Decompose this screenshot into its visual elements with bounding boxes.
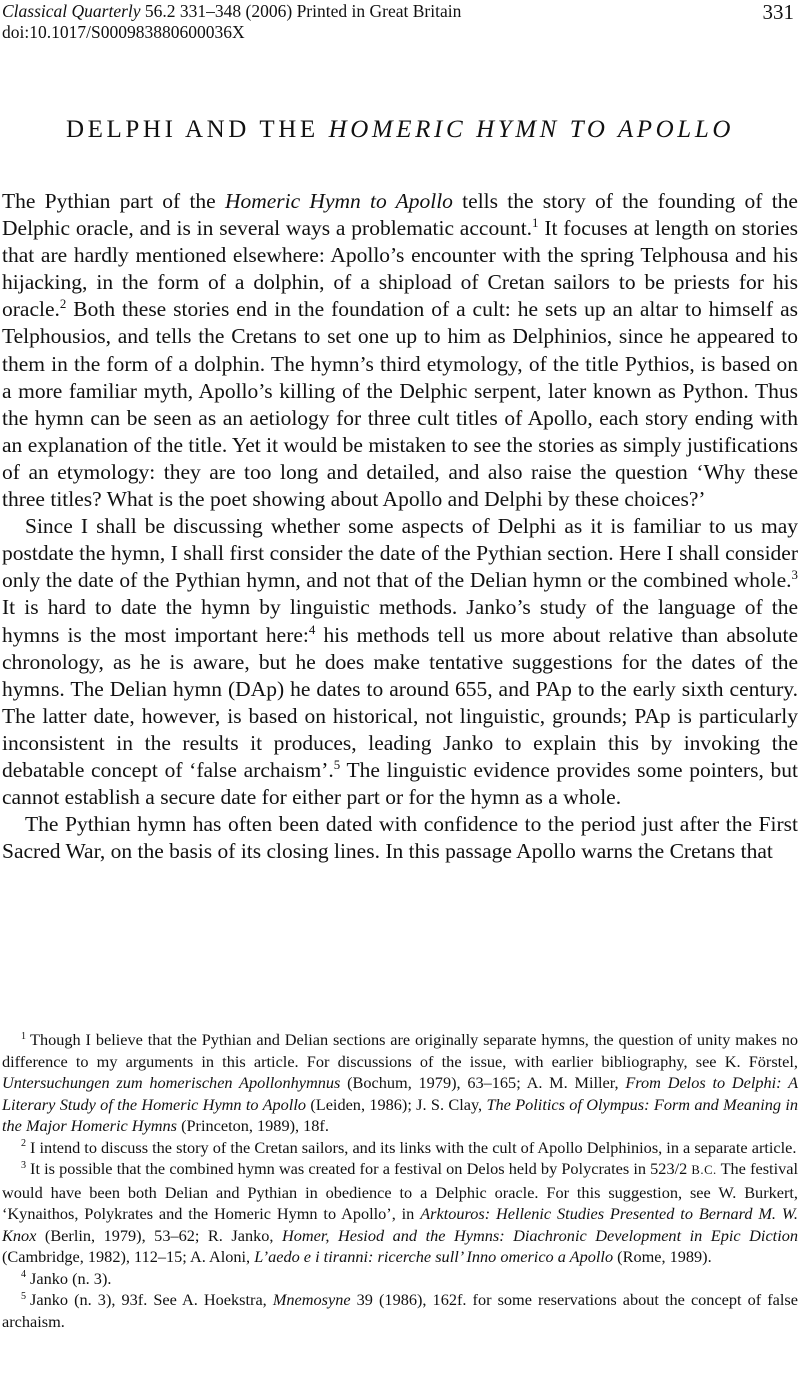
text-span: Janko (n. 3), 93f. See A. Hoekstra, [30, 1290, 273, 1309]
page-number: 331 [762, 0, 794, 24]
italic-span: From Delos to Delphi: A Literary Study of the Homeric Hymn to Apollo [2, 1073, 799, 1114]
footnote-number: 3 [21, 1159, 27, 1171]
paragraph-3 [2, 811, 798, 865]
text-span: (Leiden, 1986); J. S. Clay, [306, 1094, 487, 1114]
italic-span: Arktouros: Hellenic Studies Presented to Bernard M. W. Knox [2, 1204, 799, 1245]
footnote-number: 5 [21, 1290, 27, 1302]
footnotes [2, 1029, 798, 1332]
article-title [0, 112, 800, 148]
footnote-number: 1 [21, 1030, 27, 1042]
text-span: (Cambridge, 1982), 112–15; A. Aloni, [2, 1247, 255, 1266]
text-span: The Pythian hymn has often been dated with confidence to the period just after the First Sacred War, on the basis of its closing lines. In this passage Apollo warns the Cretans that [2, 812, 798, 864]
text-span: (Princeton, 1989), 18f. [177, 1116, 329, 1135]
italic-span: The Politics of Olympus: Form and Meaning in the Major Homeric Hymns [2, 1094, 798, 1135]
italic-span: Homer, Hesiod and the Hymns: Diachronic Development in Epic Diction [281, 1225, 798, 1245]
italic-span: L’aedo e i tiranni: ricerche sull’ Inno omerico a Apollo [254, 1247, 614, 1266]
doi: doi:10.1017/S000983880600036X [2, 22, 245, 42]
footnote-5 [2, 1289, 798, 1332]
text-span: Though I believe that the Pythian and Delian sections are originally separate hymns, the question of unity makes no difference to my arguments in this article. For discussions of the issue, with earlier bibliography, see K. Förstel, [2, 1030, 798, 1071]
footnote-ref[interactable]: 5 [333, 757, 341, 772]
text-span: The linguistic evidence provides some pointers, but cannot establish a secure date for either part or for the hymn as a whole. [2, 757, 798, 810]
paragraph-1 [2, 188, 798, 513]
article-body [2, 188, 798, 865]
italic-span: Homeric Hymn to Apollo [224, 189, 453, 213]
text-span: Both these stories end in the foundation of a cult: he sets up an altar to himself as Telphousios, and tells the Cretans to set one up to him as Delphinios, since he appeared to them in the form of a dolphin. The hymn’s third etymology, of the title Pythios, is based on a more familiar myth, Apollo’s killing of the Delphic serpent, later known as Python. Thus the hymn can be seen as an aetiology for three cult titles of Apollo, each story ending with an explanation of the title. Yet it would be mistaken to see the stories as simply justifications of an etymology: they are too long and detailed, and also raise the question ‘Why these three titles? What is the poet showing about Apollo and Delphi by these choices?’ [2, 297, 798, 512]
text-span: It focuses at length on stories that are hardly mentioned elsewhere: Apollo’s encounter with the spring Telphousa and his hijacking, in the form of a dolphin, of a shipload of Cretan sailors to be priests for his oracle. [2, 216, 798, 322]
text-span: The Pythian part of the [2, 189, 225, 213]
running-header [2, 0, 798, 44]
citation-details: 56.2 331–348 (2006) Printed in Great Britain [140, 1, 462, 21]
title-part-roman: DELPHI AND THE [66, 116, 329, 143]
journal-name: Classical Quarterly [2, 1, 141, 21]
footnote-4 [2, 1268, 798, 1290]
footnote-2 [2, 1137, 798, 1159]
footnote-ref[interactable]: 4 [308, 622, 316, 637]
paragraph-2 [2, 513, 798, 811]
small-caps-span: B.C. [691, 1163, 717, 1177]
footnote-1 [2, 1029, 798, 1137]
italic-span: Untersuchungen zum homerischen Apollonhymnus [2, 1073, 341, 1092]
footnote-ref[interactable]: 3 [791, 568, 798, 583]
text-span: tells the story of the founding of the Delphic oracle, and is in several ways a problematic account. [2, 189, 798, 241]
text-span: Since I shall be discussing whether some aspects of Delphi as it is familiar to us may postdate the hymn, I shall first consider the date of the Pythian section. Here I shall consider only the date of the Pythian hymn, and not that of the Delian hymn or the combined whole. [2, 514, 798, 593]
footnote-ref[interactable]: 2 [59, 297, 67, 312]
text-span: (Bochum, 1979), 63–165; A. M. Miller, [340, 1073, 626, 1092]
title-part-italic: HOMERIC HYMN TO APOLLO [328, 116, 734, 143]
journal-citation [2, 0, 461, 22]
text-span: Janko (n. 3). [30, 1268, 112, 1288]
text-span: his methods tell us more about relative than absolute chronology, as he is aware, but he does make tentative suggestions for the dates of the hymns. The Delian hymn (DAp) he dates to around 655, and PAp to the early sixth century. The latter date, however, is based on historical, not linguistic, grounds; PAp is particularly inconsistent in the results it produces, leading Janko to explain this by invoking the debatable concept of ‘false archaism’. [2, 622, 798, 782]
text-span: I intend to discuss the story of the Cretan sailors, and its links with the cult of Apollo Delphinios, in a separate article. [30, 1137, 797, 1157]
text-span: It is hard to date the hymn by linguistic methods. Janko’s study of the language of the hymns is the most important here: [2, 595, 798, 647]
footnote-ref[interactable]: 1 [532, 215, 539, 230]
footnote-number: 2 [21, 1138, 27, 1150]
footnote-number: 4 [21, 1269, 27, 1281]
text-span: (Berlin, 1979), 53–62; R. Janko, [36, 1225, 282, 1245]
text-span: (Rome, 1989). [613, 1247, 712, 1266]
italic-span: Mnemosyne [272, 1290, 351, 1309]
text-span: The festival would have been both Delian and Pythian in obedience to a Delphic oracle. For this suggestion, see W. Burkert, ‘Kynaithos, Polykrates and the Homeric Hymn to Apollo’, in [2, 1159, 798, 1223]
text-span: 39 (1986), 162f. for some reservations about the concept of false archaism. [2, 1290, 798, 1331]
text-span: It is possible that the combined hymn was created for a festival on Delos held by Polycrates in 523/2 [30, 1159, 692, 1178]
footnote-3 [2, 1158, 798, 1268]
